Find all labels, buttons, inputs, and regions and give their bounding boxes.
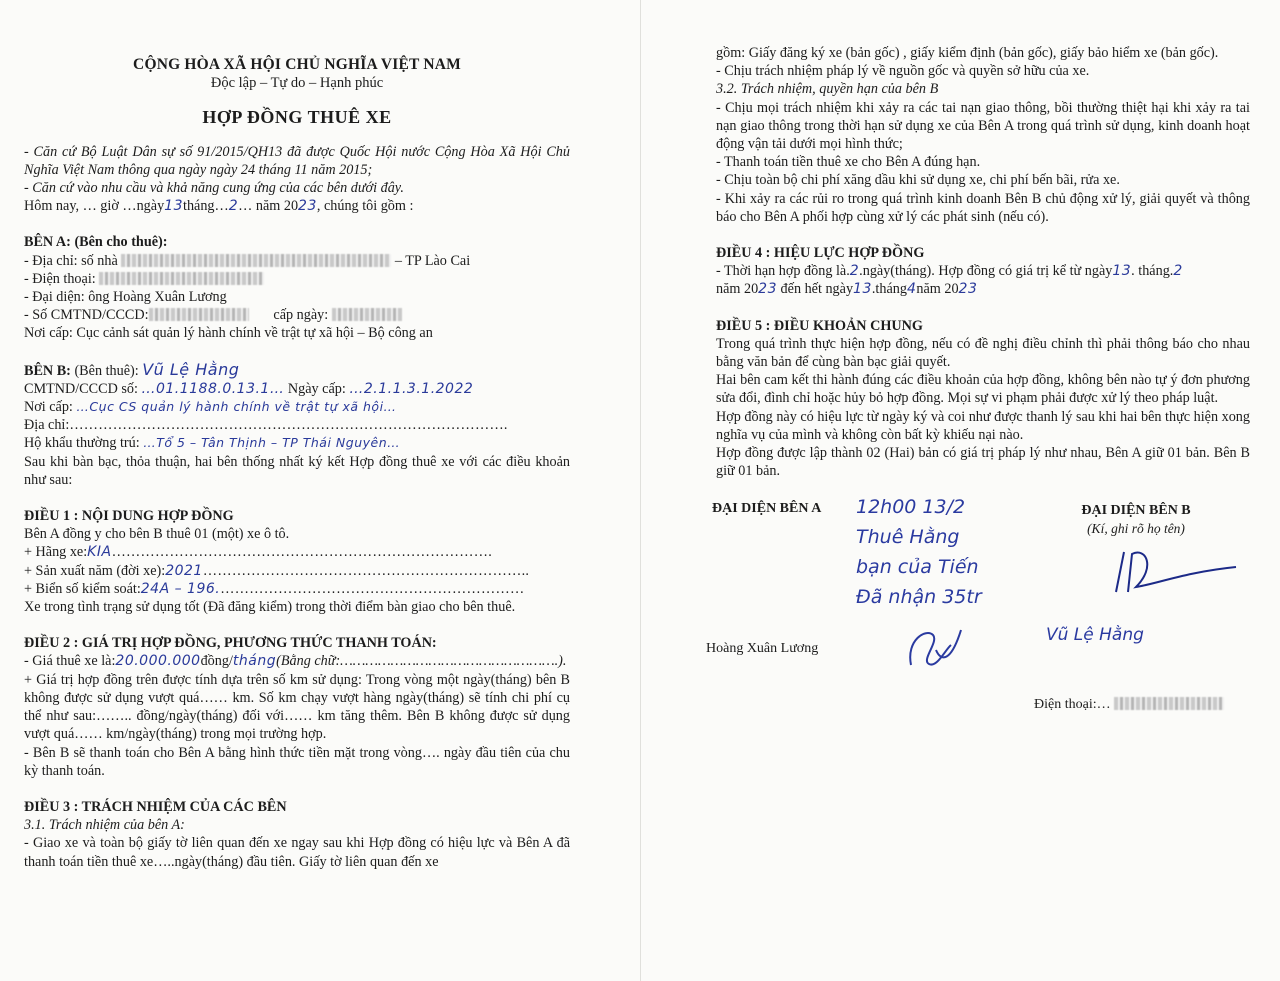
article1-condition: Xe trong tình trạng sử dụng tốt (Đã đăng kiểm) trong thời điểm bàn giao cho bên thuê. bbox=[24, 599, 516, 616]
note-line-2: Thuê Hằng bbox=[856, 526, 960, 549]
article2-heading: ĐIỀU 2 : GIÁ TRỊ HỢP ĐỒNG, PHƯƠNG THỨC THANH TOÁN: bbox=[24, 635, 437, 652]
party-b-date-value: …2.1.1.3.1.2022 bbox=[349, 380, 474, 397]
party-b-id bbox=[24, 380, 570, 398]
party-b-name-handwritten: Vũ Lệ Hằng bbox=[1046, 625, 1144, 646]
article1-brand-prefix: + Hãng xe: bbox=[24, 544, 88, 561]
article1-intro: Bên A đồng y cho bên B thuê 01 (một) xe ô tô. bbox=[24, 526, 290, 543]
legal-basis-1: - Căn cứ Bộ Luật Dân sự số 91/2015/QH13 đã được Quốc Hội nước Cộng Hòa Xã Hội Chủ Nghĩa Việt Nam thông qua ngày ngày 24 tháng 11 năm 2015; bbox=[24, 143, 570, 178]
party-a-id-prefix: - Số CMTND/CCCD: bbox=[24, 307, 149, 324]
document-title: HỢP ĐỒNG THUÊ XE bbox=[202, 107, 392, 128]
article1-heading: ĐIỀU 1 : NỘI DUNG HỢP ĐỒNG bbox=[24, 508, 234, 525]
article1-year-value: 2021 bbox=[165, 562, 203, 579]
article4-to-day: 13 bbox=[853, 281, 872, 298]
party-b-place-prefix: Nơi cấp: bbox=[24, 399, 73, 416]
article3-b3: - Chịu toàn bộ chi phí xăng dầu khi sử dụng xe, chi phí bến bãi, rửa xe. bbox=[716, 172, 1120, 189]
party-b-heading-rest: (Bên thuê): bbox=[74, 362, 139, 379]
party-b-signature-icon bbox=[1106, 542, 1246, 602]
article1-year-prefix: + Sản xuất năm (đời xe): bbox=[24, 562, 166, 579]
redacted-address bbox=[121, 254, 391, 267]
contract-page-right bbox=[641, 0, 1280, 981]
today-month-prefix: tháng… bbox=[183, 198, 229, 215]
article2-price-value: 20.000.000 bbox=[115, 653, 201, 670]
article4-to-year: 23 bbox=[958, 281, 978, 298]
article5-p2: Hai bên cam kết thi hành đúng các điều khoản của hợp đồng, không bên nào tự ý đơn phương sửa đổi, đình chỉ hoặc hủy bỏ hợp đồng. Mọi sự vi phạm phải được xử lý theo pháp luật. bbox=[716, 372, 1250, 407]
party-a-issue-date-prefix: cấp ngày: bbox=[273, 307, 329, 324]
party-b-address: Địa chỉ:………………………………………………………………………………. bbox=[24, 417, 508, 434]
legal-basis-2: - Căn cứ vào nhu cầu và khả năng cung ứng của các bên dưới đây. bbox=[24, 180, 404, 197]
motto: Độc lập – Tự do – Hạnh phúc bbox=[210, 75, 384, 92]
party-b-residence-value: …Tổ 5 – Tân Thịnh – TP Thái Nguyên… bbox=[143, 435, 401, 451]
party-b-place bbox=[24, 398, 570, 416]
article2-price-unit: đồng/ bbox=[200, 653, 233, 670]
party-a-name: Hoàng Xuân Lương bbox=[706, 641, 819, 657]
article4-term-value: 2 bbox=[849, 263, 860, 280]
party-b-name: Vũ Lệ Hằng bbox=[142, 359, 240, 379]
party-b-signature-subtitle: (Kí, ghi rõ họ tên) bbox=[1087, 521, 1185, 537]
article4-from-year-prefix: năm 20 bbox=[716, 281, 759, 298]
party-a-signature-icon bbox=[881, 620, 971, 680]
article4-to-month-prefix: .tháng bbox=[871, 281, 907, 298]
article5-p4: Hợp đồng được lập thành 02 (Hai) bản có giá trị pháp lý như nhau, Bên A giữ 01 bản. Bên B giữ 01 bản. bbox=[716, 445, 1250, 480]
party-a-signature-title: ĐẠI DIỆN BÊN A bbox=[712, 501, 822, 517]
article2-price bbox=[24, 652, 570, 670]
article3-a1-lead: - Giao xe và toàn bộ giấy tờ liên quan đến xe ngay sau khi Hợp đồng có hiệu lực và Bên A đã thanh toán tiền thuê xe…..ngày(tháng) đầu tiên. Giấy tờ liên quan đến xe bbox=[24, 835, 570, 870]
party-a-issue-place: Nơi cấp: Cục cảnh sát quản lý hành chính về trật tự xã hội – Bộ công an bbox=[24, 325, 433, 342]
article2-price-words: (Bằng chữ:…………………………………………….). bbox=[276, 653, 567, 670]
party-a-address bbox=[24, 252, 570, 270]
today-year: 23 bbox=[298, 198, 317, 215]
party-b-place-value: …Cục CS quản lý hành chính về trật tự xã hội… bbox=[76, 399, 397, 415]
article5-p1: Trong quá trình thực hiện hợp đồng, nếu có đề nghị điều chỉnh thì phải thông báo cho nhau bằng văn bản để cùng bàn bạc giải quyết. bbox=[716, 335, 1250, 371]
today-suffix: , chúng tôi gồm : bbox=[316, 198, 414, 215]
article3-sub-a: 3.1. Trách nhiệm của bên A: bbox=[24, 817, 185, 834]
article1-brand: + Hãng xe:KIA……………………………………………………………………. bbox=[24, 544, 493, 561]
party-a-phone bbox=[24, 270, 570, 288]
party-b-phone bbox=[1034, 696, 1224, 714]
left-column bbox=[24, 56, 570, 871]
party-b-id-value: …01.1188.0.13.1… bbox=[141, 380, 285, 397]
article4-term-line2 bbox=[716, 280, 1250, 298]
article4-to-prefix: đến hết ngày bbox=[780, 281, 854, 298]
party-b-heading-line bbox=[24, 361, 570, 380]
party-b-residence bbox=[24, 434, 570, 452]
today-year-prefix: … năm 20 bbox=[238, 198, 299, 215]
article4-from-month: 2 bbox=[1173, 263, 1183, 280]
article2-price-unit-value: tháng bbox=[232, 653, 277, 670]
party-a-address-prefix: - Địa chỉ: số nhà bbox=[24, 252, 118, 269]
article1-plate: + Biển số kiểm soát:24A – 196.……………………………………………………… bbox=[24, 580, 525, 597]
article1-year: + Sản xuất năm (đời xe):2021………………………………………………………….. bbox=[24, 562, 530, 579]
party-b-signature-title: ĐẠI DIỆN BÊN B bbox=[1081, 503, 1191, 519]
redacted-issue-date bbox=[332, 308, 402, 321]
article2-payment: - Bên B sẽ thanh toán cho Bên A bằng hình thức tiền mặt trong vòng…. ngày đầu tiên của chu kỳ thanh toán. bbox=[24, 744, 570, 779]
note-line-1: 12h00 13/2 bbox=[856, 496, 966, 519]
article3-a2: - Chịu trách nhiệm pháp lý về nguồn gốc và quyền sở hữu của xe. bbox=[716, 63, 1090, 80]
right-column bbox=[706, 44, 1250, 742]
article3-b4: - Khi xảy ra các rủi ro trong quá trình kinh doanh Bên B chủ động xử lý, giải quyết và thông báo cho Bên A phối hợp cùng xử lý các phát sinh (nếu có). bbox=[716, 190, 1250, 225]
redacted-id bbox=[149, 308, 249, 321]
redacted-phone-b bbox=[1114, 697, 1224, 710]
note-line-3: bạn của Tiến bbox=[856, 556, 979, 579]
article4-heading: ĐIỀU 4 : HIỆU LỰC HỢP ĐỒNG bbox=[716, 245, 925, 262]
article4-term-mid: .ngày(tháng). Hợp đồng có giá trị kể từ ngày bbox=[859, 263, 1113, 280]
party-a-rep: - Đại diện: ông Hoàng Xuân Lương bbox=[24, 289, 227, 306]
party-b-heading: BÊN B: bbox=[24, 362, 71, 379]
party-a-id bbox=[24, 306, 570, 324]
article4-from-day: 13 bbox=[1112, 263, 1132, 280]
article3-sub-b: 3.2. Trách nhiệm, quyền hạn của bên B bbox=[716, 81, 939, 98]
article4-to-year-prefix: năm 20 bbox=[916, 281, 959, 298]
article3-b1: - Chịu mọi trách nhiệm khi xảy ra các tai nạn giao thông, bồi thường thiệt hại khi xảy ra tai nạn giao thông trong thời hạn sử dụng xe của Bên A trong quá trình sử dụng, kinh doanh hoạt động vận tải dưới mọi hình thức; bbox=[716, 99, 1250, 153]
signature-area bbox=[706, 492, 1250, 742]
article2-price-prefix: - Giá thuê xe là: bbox=[24, 653, 116, 670]
today-day: 13 bbox=[164, 198, 183, 215]
note-line-4: Đã nhận 35tr bbox=[856, 586, 982, 609]
nation-heading: CỘNG HÒA XÃ HỘI CHỦ NGHĨA VIỆT NAM bbox=[133, 56, 461, 73]
article4-term bbox=[716, 262, 1250, 280]
party-b-phone-prefix: Điện thoại:… bbox=[1034, 697, 1111, 713]
party-b-address-prefix: Địa chỉ: bbox=[24, 417, 70, 434]
article3-b2: - Thanh toán tiền thuê xe cho Bên A đúng hạn. bbox=[716, 154, 981, 171]
article1-plate-value: 24A – 196. bbox=[140, 580, 221, 597]
agreement-text: Sau khi bàn bạc, thỏa thuận, hai bên thống nhất ký kết Hợp đồng thuê xe với các điều khoản như sau: bbox=[24, 453, 570, 488]
today-prefix: Hôm nay, … giờ …ngày bbox=[24, 198, 165, 215]
redacted-phone bbox=[99, 272, 264, 285]
party-b-date-prefix: Ngày cấp: bbox=[287, 380, 346, 397]
article1-plate-prefix: + Biển số kiểm soát: bbox=[24, 580, 141, 597]
article5-p3: Hợp đồng này có hiệu lực từ ngày ký và coi như được thanh lý sau khi hai bên thực hiện xong nghĩa vụ của mình và không còn bất kỳ khiếu nại nào. bbox=[716, 408, 1250, 443]
party-a-heading: BÊN A: (Bên cho thuê): bbox=[24, 234, 168, 251]
article4-to-month: 4 bbox=[906, 281, 917, 298]
article4-from-year: 23 bbox=[758, 281, 777, 298]
article1-brand-value: KIA bbox=[87, 544, 112, 561]
handwritten-note bbox=[856, 492, 1026, 612]
today-line bbox=[24, 197, 570, 215]
party-a-phone-prefix: - Điện thoại: bbox=[24, 270, 96, 287]
party-b-id-prefix: CMTND/CCCD số: bbox=[24, 380, 138, 397]
today-month: 2 bbox=[228, 198, 239, 215]
article5-heading: ĐIỀU 5 : ĐIỀU KHOẢN CHUNG bbox=[716, 317, 923, 334]
article3-a1-cont: gồm: Giấy đăng ký xe (bản gốc) , giấy kiểm định (bản gốc), giấy bảo hiểm xe (bản gốc). bbox=[716, 45, 1219, 61]
article3-heading: ĐIỀU 3 : TRÁCH NHIỆM CỦA CÁC BÊN bbox=[24, 798, 287, 815]
article4-from-month-prefix: . tháng. bbox=[1131, 263, 1174, 280]
party-a-address-suffix: – TP Lào Cai bbox=[394, 252, 471, 269]
party-b-residence-prefix: Hộ khẩu thường trú: bbox=[24, 435, 140, 452]
article4-term-prefix: - Thời hạn hợp đồng là. bbox=[716, 263, 850, 280]
article2-km-rule: + Giá trị hợp đồng trên được tính dựa trên số km sử dụng: Trong vòng một ngày(tháng) bên B không được sử dụng vượt quá…… km. Số km chạy vượt hàng ngày(tháng) sẽ tính chi phí cụ thể như sau:…….. đồng/ngày(tháng) đối với…… km tăng thêm. Bên B không được sử dụng vượt quá…… km/ngày(tháng) trong mọi trường hợp. bbox=[24, 671, 570, 743]
